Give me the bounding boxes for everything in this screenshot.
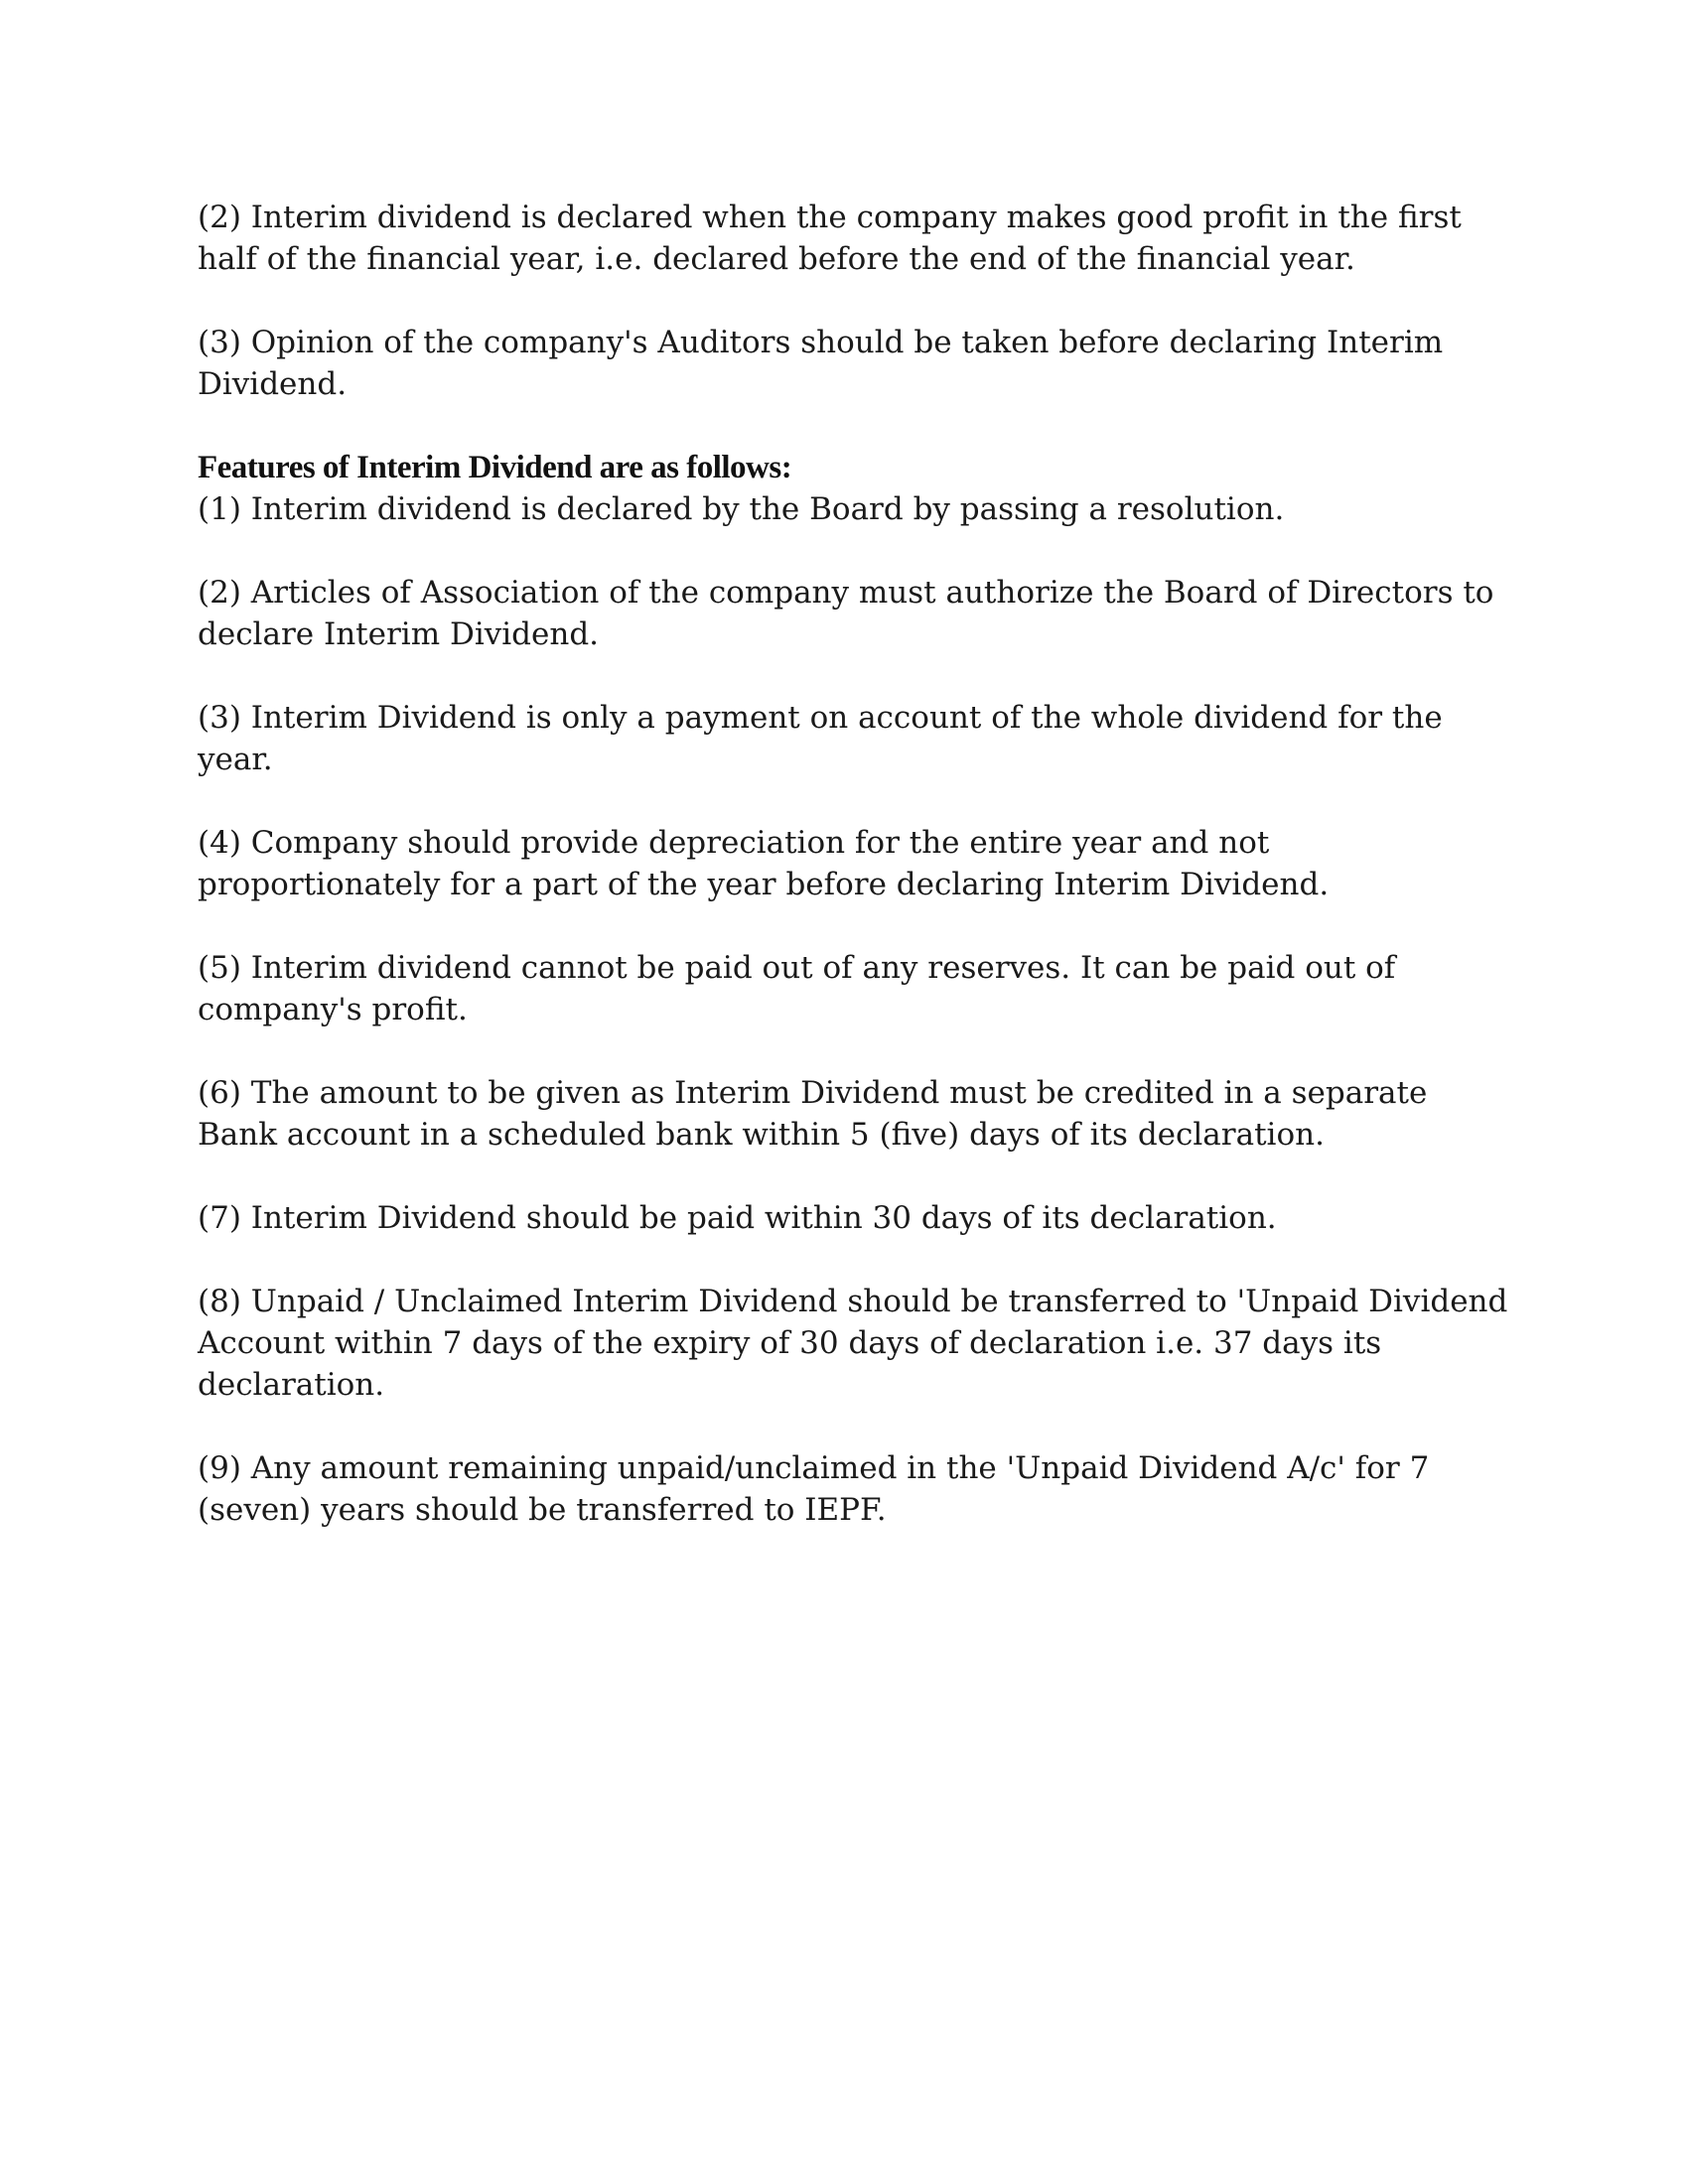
feature-item-2: (2) Articles of Association of the company must authorize the Board of Directors to declare Interim Dividend.: [198, 575, 1494, 652]
feature-item-8: (8) Unpaid / Unclaimed Interim Dividend should be transferred to 'Unpaid Dividend Account within 7 days of the expiry of 30 days of declaration i.e. 37 days its declaration.: [198, 1284, 1508, 1403]
intro-paragraph-2: (2) Interim dividend is declared when the company makes good profit in the first half of the financial year, i.e. declared before the end of the financial year.: [198, 200, 1462, 277]
feature-item-6: (6) The amount to be given as Interim Dividend must be credited in a separate Bank account in a scheduled bank within 5 (five) days of its declaration.: [198, 1075, 1428, 1153]
feature-item-4: (4) Company should provide depreciation for the entire year and not proportionately for a part of the year before declaring Interim Dividend.: [198, 825, 1330, 902]
feature-item-1: (1) Interim dividend is declared by the Board by passing a resolution.: [198, 491, 1285, 527]
document-page: [198, 197, 1508, 1572]
features-list: [198, 488, 1508, 1531]
feature-item-5: (5) Interim dividend cannot be paid out of any reserves. It can be paid out of company's profit.: [198, 950, 1396, 1027]
intro-paragraph-3: (3) Opinion of the company's Auditors should be taken before declaring Interim Dividend.: [198, 325, 1444, 402]
feature-item-3: (3) Interim Dividend is only a payment on account of the whole dividend for the year.: [198, 700, 1443, 777]
features-heading: Features of Interim Dividend are as follows:: [198, 450, 792, 485]
feature-item-9: (9) Any amount remaining unpaid/unclaimed in the 'Unpaid Dividend A/c' for 7 (seven) years should be transferred to IEPF.: [198, 1450, 1430, 1528]
feature-item-7: (7) Interim Dividend should be paid within 30 days of its declaration.: [198, 1200, 1277, 1236]
